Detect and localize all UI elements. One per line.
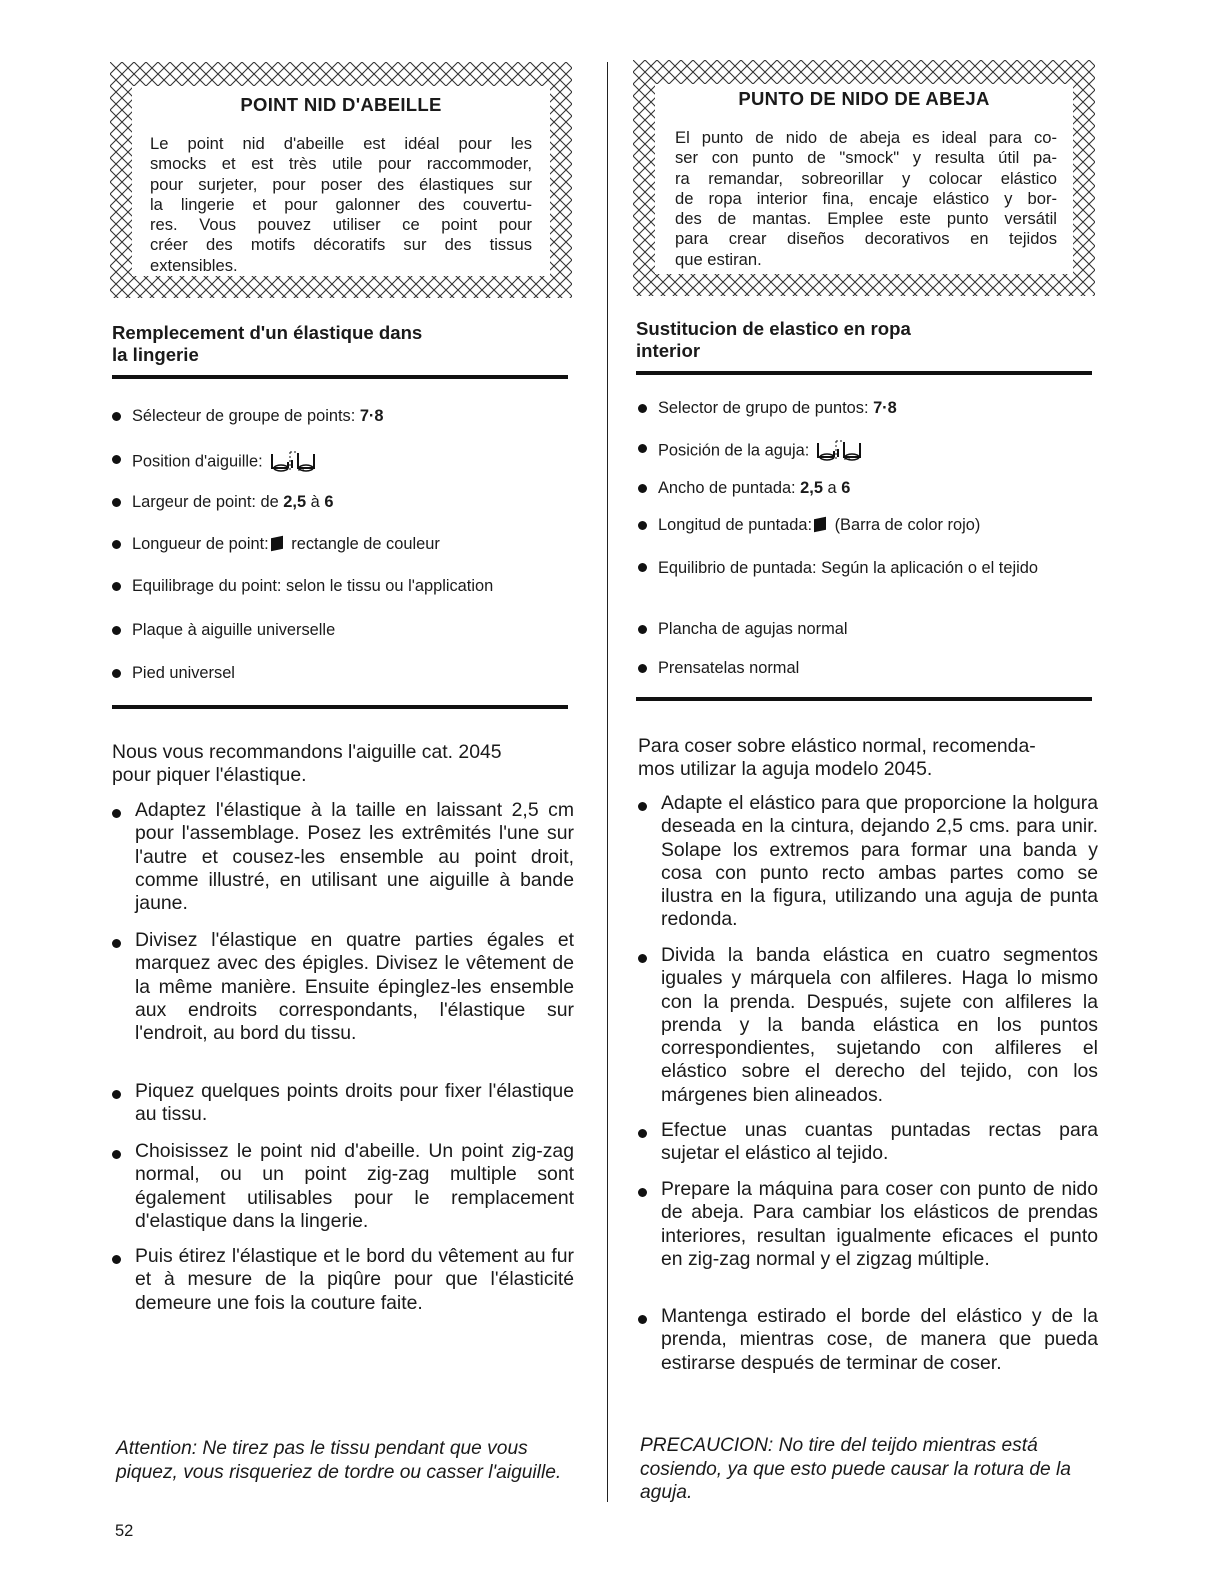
step-item: Efectue unas cuantas puntadas rectas para sujetar el elástico al tejido. [638,1119,1098,1169]
column-divider [607,62,608,1502]
step-item: Adaptez l'élastique à la taille en laissant 2,5 cm pour l'assemblage. Posez les extrêmités l'une sur l'autre et cousez-les ensemble au point droit, comme illustré, en utilisant une aiguille à bande jaune. [112,799,574,919]
needle-position-icon [269,448,321,476]
section-rule-top [636,371,1092,375]
color-swatch-icon [814,517,826,533]
right-info-box [633,60,1095,296]
section-title: Remplecement d'un élastique dans la lingerie [112,322,423,365]
left-info-box [110,62,572,298]
caution-note: Attention: Ne tirez pas le tissu pendant que vous piquez, vous risqueriez de tordre ou casser l'aiguille. [116,1438,562,1483]
step-item: Prepare la máquina para coser con punto de nido de abeja. Para cambiar los elásticos de prendas interiores, resultan igualmente eficaces el punto en zig-zag normal y el zigzag múltiple. [638,1178,1098,1278]
caution-note: PRECAUCION: No tire del teijdo mientras está cosiendo, ya que esto puede causar la rotura de la aguja. [640,1435,1071,1503]
intro-text: Para coser sobre elástico normal, recomenda- mos utilizar la aguja modelo 2045. [638,735,1036,781]
section-rule-bottom [112,705,568,709]
needle-position-icon [815,437,867,465]
section-title: Sustitucion de elastico en ropa interior [636,318,911,361]
spec-item: Equilibrio de puntada: Según la aplicación o el tejido [638,556,1096,602]
intro-text: Nous vous recommandons l'aiguille cat. 2045 pour piquer l'élastique. [112,741,502,787]
box-title: POINT NID D'ABEILLE [240,94,442,115]
box-text: El punto de nido de abeja es ideal para co- ser con punto de "smock" y resulta útil pa- ra remandar, sobreorillar y colocar elástico de ropa interior fina, encaje elástico y bor- des de mantas. Emplee este punto versátil para crear diseños decorativos en tejidos que estiran. [675,128,1057,269]
step-item: Piquez quelques points droits pour fixer l'élastique au tissu. [112,1080,574,1130]
section-rule-bottom [636,697,1092,701]
page-number: 52 [115,1522,134,1540]
section-rule-top [112,375,568,379]
step-item: Divisez l'élastique en quatre parties égales et marquez avec des épigles. Divisez le vêtement de la même manière. Ensuite épinglez-les ensemble aux endroits correspondants, l'élastique sur l'endroit, au bord du tissu. [112,929,574,1069]
step-item: Mantenga estirado el borde del elástico y de la prenda, mientras cose, de manera que pueda estirarse después de terminar de coser. [638,1305,1098,1405]
color-swatch-icon [271,536,283,552]
step-item: Choisissez le point nid d'abeille. Un point zig-zag normal, ou un point zig-zag multiple sont également utilisables pour le remplacement d'elastique dans la lingerie. [112,1140,574,1240]
step-item: Puis étirez l'élastique et le bord du vêtement au fur et à mesure de la piqûre pour que l'élasticité demeure une fois la couture faite. [112,1245,574,1325]
step-item: Divida la banda elástica en cuatro segmentos iguales y márquela con alfileres. Haga lo mismo con la prenda. Después, sujete con alfileres la prenda y la banda elástica en los puntos correspondientes, sujetando con alfileres el elástico sobre el derecho del tejido, con los márgenes bien alineados. [638,944,1098,1109]
step-item: Adapte el elástico para que proporcione la holgura deseada en la cintura, dejando 2,5 cms. para unir. Solape los extremos para formar una banda y cosa con punto recto ambas partes como se ilustra en la figura, utilizando una aguja de punta redonda. [638,792,1098,932]
box-text: Le point nid d'abeille est idéal pour les smocks et est très utile pour raccommoder, pour surjeter, pour poser des élastiques sur la lingerie et pour galonner des couvertu- res. Vous pouvez utiliser ce point pour créer des motifs décoratifs sur des tissus extensibles. [150,134,532,275]
box-title: PUNTO DE NIDO DE ABEJA [738,88,990,109]
